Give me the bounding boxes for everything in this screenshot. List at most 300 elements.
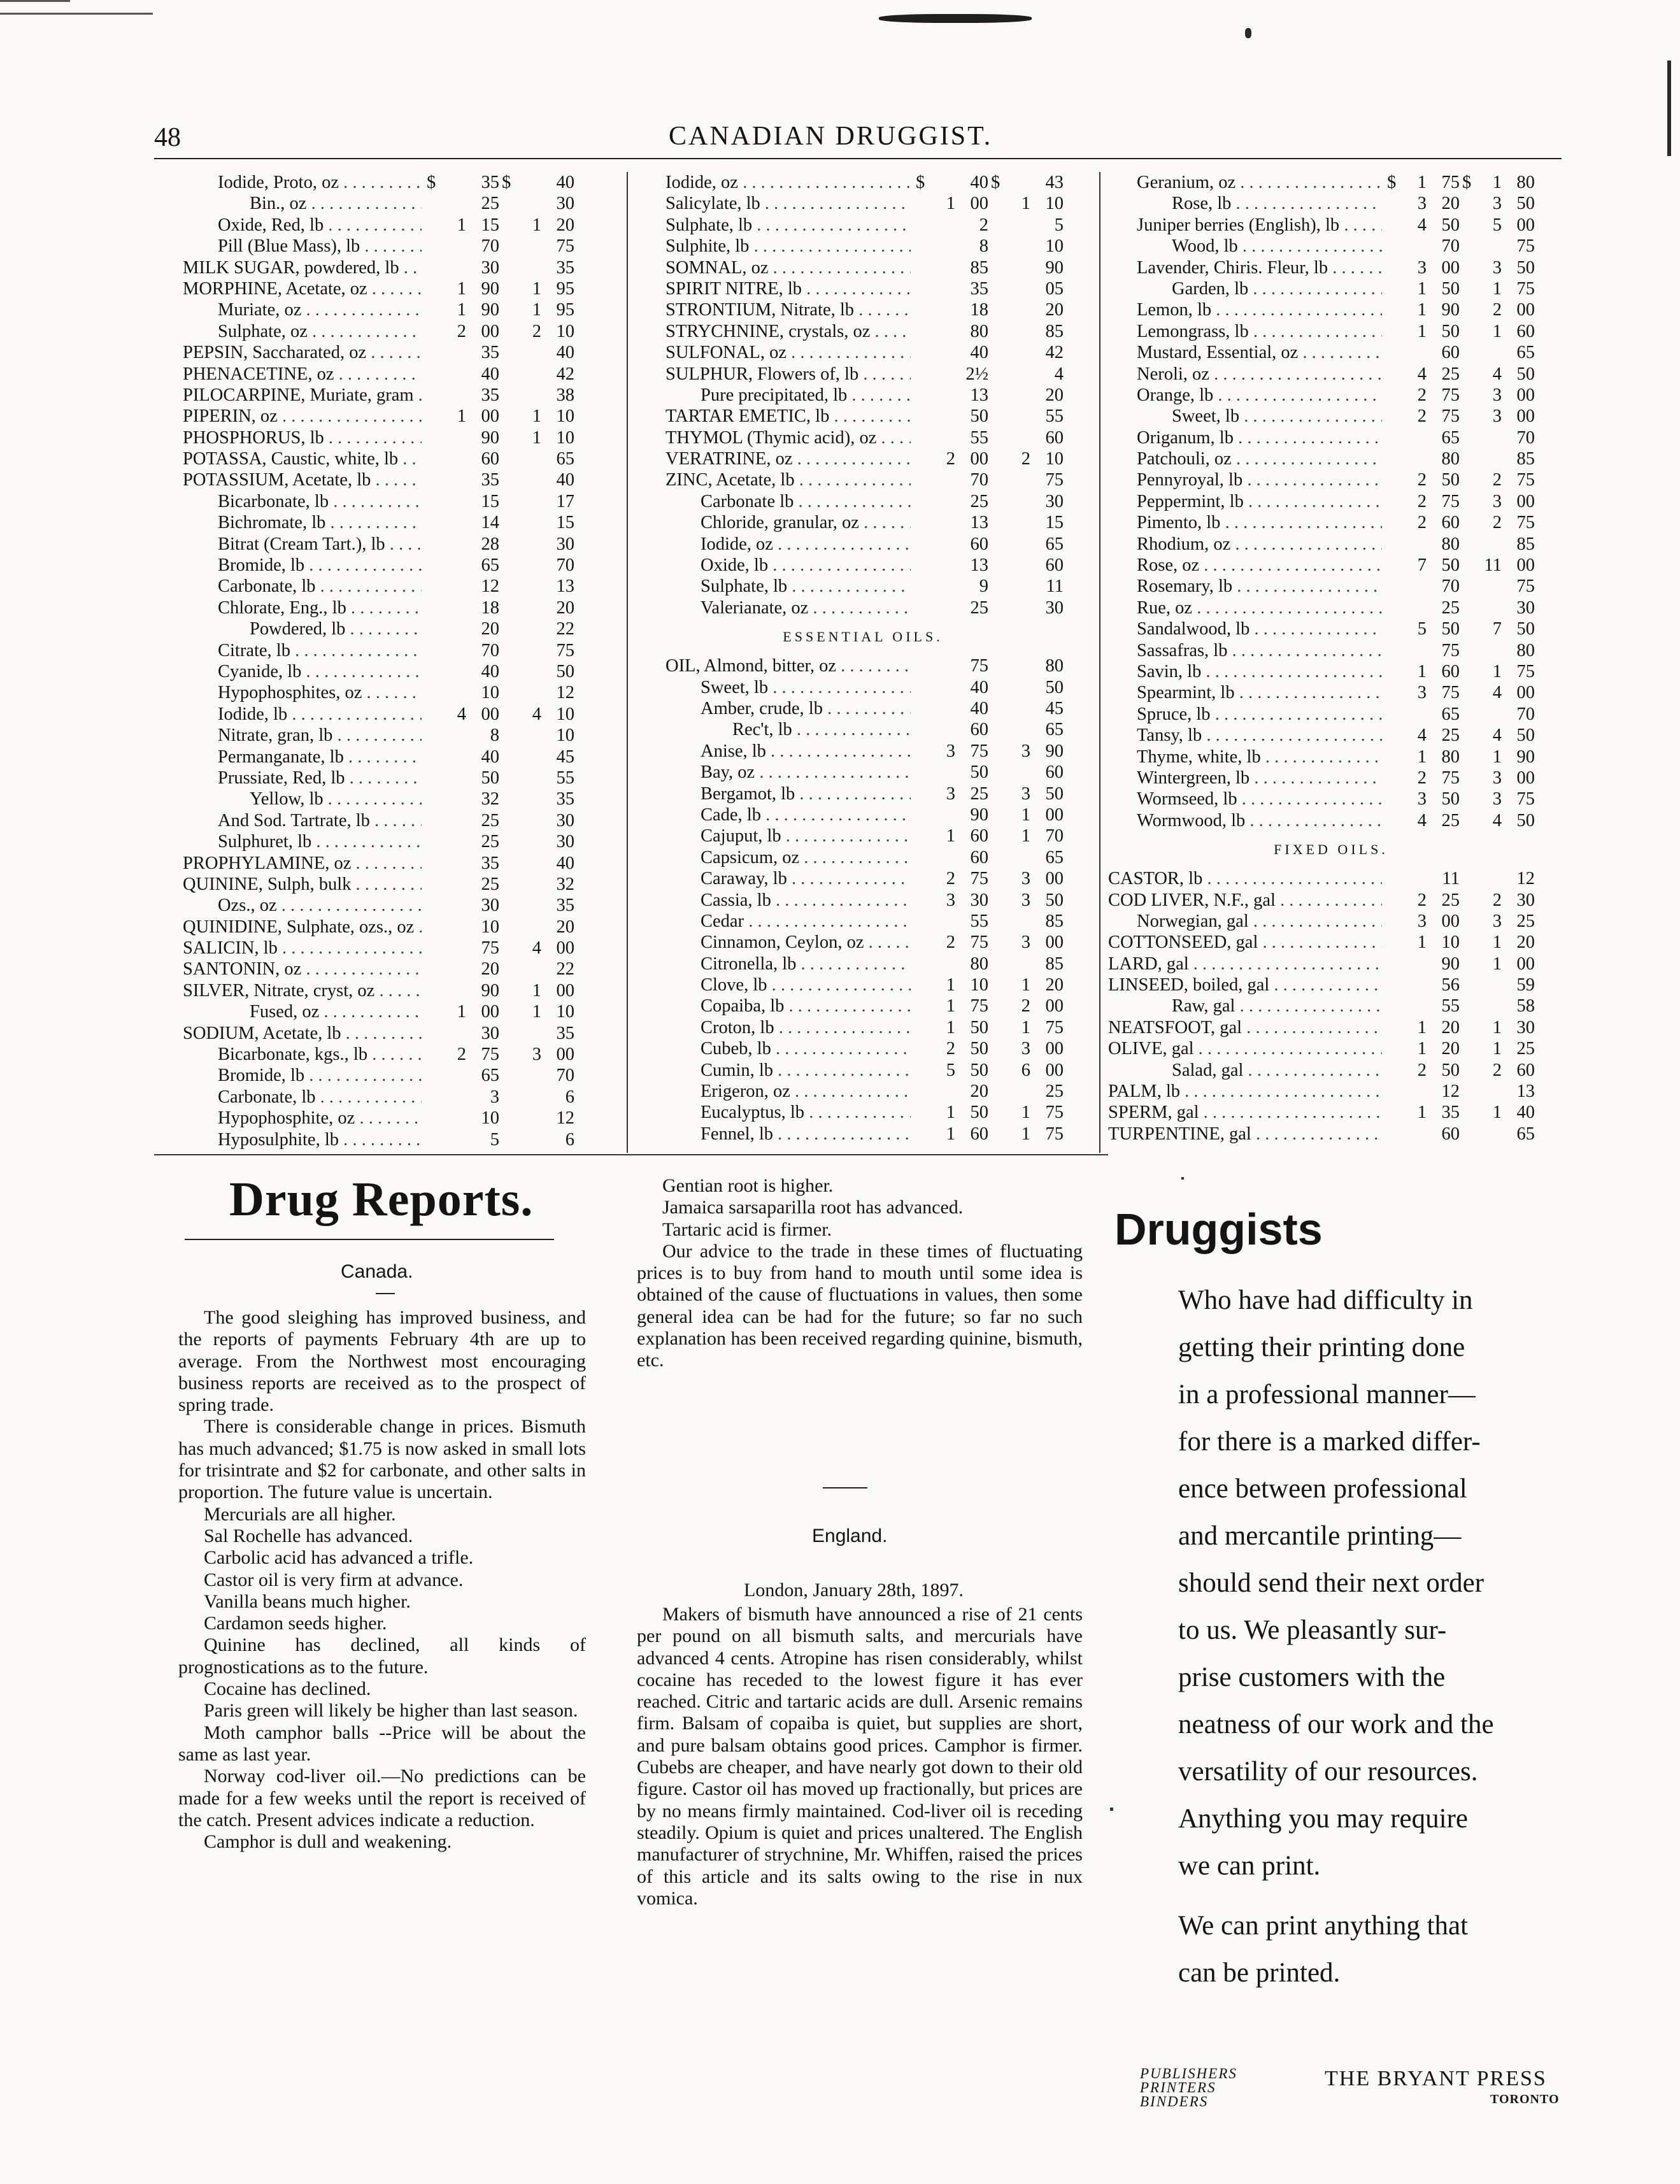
low-cents: 50 bbox=[1441, 555, 1460, 576]
high-cents: 60 bbox=[1516, 321, 1535, 341]
high-cents: 80 bbox=[1045, 656, 1064, 676]
price-row bbox=[154, 342, 600, 363]
high-cents: 20 bbox=[556, 215, 574, 235]
high-cents: 50 bbox=[1516, 725, 1535, 746]
high-cents: 10 bbox=[556, 406, 574, 427]
low-cents: 11 bbox=[1442, 869, 1460, 889]
england-report bbox=[637, 1604, 1083, 1909]
item-name: Sweet, lb . . . bbox=[701, 677, 911, 698]
item-name-clip bbox=[637, 427, 911, 448]
item-name-clip bbox=[154, 767, 422, 789]
high-cents: 50 bbox=[1516, 619, 1535, 639]
high-cents: 6 bbox=[565, 1087, 574, 1107]
low-cents: 00 bbox=[481, 1002, 499, 1022]
item-name: Sassafras, lb . . . bbox=[1137, 640, 1382, 661]
low-cents: 50 bbox=[970, 1103, 988, 1123]
high-cents: 20 bbox=[556, 917, 574, 937]
low-cents: 00 bbox=[1441, 911, 1460, 931]
item-name-clip bbox=[637, 364, 911, 385]
item-name-clip bbox=[1108, 953, 1382, 974]
item-name: Caraway, lb . . . bbox=[701, 868, 911, 889]
section-heading: FIXED OILS. bbox=[1274, 841, 1388, 858]
low-cents: 35 bbox=[481, 385, 499, 405]
report-line: Mercurials are all higher. bbox=[204, 1503, 396, 1525]
high-cents: 75 bbox=[556, 640, 574, 660]
price-row bbox=[1108, 1102, 1554, 1123]
low-cents: 00 bbox=[481, 406, 499, 427]
high-cents: 70 bbox=[1516, 427, 1535, 448]
item-name-clip bbox=[1108, 1038, 1382, 1059]
header-rule bbox=[154, 158, 1562, 159]
high-cents: 65 bbox=[1045, 720, 1064, 740]
low-cents: 60 bbox=[1441, 661, 1460, 682]
item-name-clip bbox=[1108, 746, 1382, 767]
high-cents: 12 bbox=[556, 683, 574, 703]
item-name: Cassia, lb . . . bbox=[701, 890, 911, 911]
low-dollars: 1 bbox=[457, 300, 466, 320]
high-dollars: 3 bbox=[1021, 741, 1030, 761]
high-cents: 85 bbox=[1045, 953, 1064, 974]
item-name: Wormwood, lb . . . bbox=[1137, 810, 1382, 831]
high-cents: 00 bbox=[1516, 953, 1535, 974]
price-row bbox=[1108, 427, 1554, 448]
high-cents: 4 bbox=[1054, 364, 1064, 384]
item-name: COTTONSEED, gal . . . bbox=[1108, 932, 1382, 953]
high-cents: 70 bbox=[1516, 704, 1535, 724]
item-name-clip bbox=[1108, 890, 1382, 911]
high-dollars: 1 bbox=[532, 1002, 541, 1022]
high-cents: 25 bbox=[1516, 911, 1535, 931]
title-rule bbox=[185, 1239, 554, 1240]
item-name: SULPHUR, Flowers of, lb . . . bbox=[666, 364, 911, 385]
item-name-clip bbox=[637, 215, 911, 236]
low-cents: 60 bbox=[970, 720, 988, 740]
high-cents: 10 bbox=[1045, 449, 1064, 469]
low-cents: 75 bbox=[970, 656, 988, 676]
price-row bbox=[154, 810, 600, 831]
low-cents: 65 bbox=[1441, 704, 1460, 724]
item-name: Spearmint, lb . . . bbox=[1137, 682, 1382, 703]
price-row bbox=[1108, 767, 1554, 789]
item-name: PALM, lb . . . bbox=[1108, 1081, 1382, 1102]
price-row bbox=[154, 385, 600, 406]
price-row bbox=[637, 953, 1089, 974]
high-dollars: 1 bbox=[1492, 932, 1502, 953]
item-name: Bicarbonate, kgs., lb . . . bbox=[218, 1044, 422, 1065]
item-name-clip bbox=[637, 804, 911, 825]
low-cents: 25 bbox=[1441, 810, 1460, 831]
price-row bbox=[1108, 682, 1554, 703]
price-row bbox=[154, 172, 600, 193]
low-cents: 35 bbox=[481, 173, 499, 192]
item-name-clip bbox=[154, 576, 422, 597]
low-cents: 12 bbox=[481, 576, 499, 597]
low-dollars: 3 bbox=[1417, 194, 1427, 214]
item-name: PROPHYLAMINE, oz . . . bbox=[183, 853, 422, 874]
low-cents: 75 bbox=[970, 996, 988, 1017]
low-dollars: 1 bbox=[946, 194, 955, 214]
item-name-clip bbox=[1108, 385, 1382, 406]
low-cents: 50 bbox=[970, 406, 988, 427]
high-cents: 25 bbox=[1045, 1081, 1064, 1102]
low-dollars: 2 bbox=[1417, 890, 1427, 910]
low-cents: 8 bbox=[490, 725, 499, 746]
item-name: Carbonate lb . . . bbox=[701, 491, 911, 512]
high-dollars: 3 bbox=[1492, 194, 1502, 214]
item-name-clip bbox=[637, 741, 911, 762]
low-cents: 70 bbox=[970, 470, 988, 490]
price-row bbox=[154, 427, 600, 448]
price-row bbox=[1108, 215, 1554, 236]
drug-reports-title: Drug Reports. bbox=[229, 1173, 534, 1226]
item-name-clip bbox=[1108, 868, 1382, 889]
low-cents: 15 bbox=[481, 215, 499, 235]
item-name-clip bbox=[154, 278, 422, 299]
item-name-clip bbox=[154, 789, 422, 810]
item-name: Sulphuret, lb . . . bbox=[218, 831, 422, 852]
item-name-clip bbox=[154, 406, 422, 427]
item-name-clip bbox=[154, 895, 422, 916]
item-name-clip bbox=[1108, 555, 1382, 576]
high-cents: 75 bbox=[1045, 1017, 1064, 1038]
item-name-clip bbox=[1108, 1102, 1382, 1123]
high-cents: 00 bbox=[1516, 491, 1535, 511]
ad-line: should send their next order bbox=[1178, 1568, 1484, 1598]
price-row bbox=[1108, 299, 1554, 320]
item-name-clip bbox=[1108, 534, 1382, 555]
low-cents: 2 bbox=[979, 215, 988, 235]
price-row bbox=[1108, 789, 1554, 810]
high-cents: 75 bbox=[1516, 470, 1535, 490]
high-dollars: 4 bbox=[1492, 683, 1502, 703]
high-dollars: 3 bbox=[1492, 406, 1502, 427]
item-name: Capsicum, oz . . . bbox=[701, 847, 911, 868]
low-cents: 80 bbox=[1441, 449, 1460, 469]
high-cents: 22 bbox=[556, 619, 574, 639]
low-cents: 13 bbox=[970, 555, 988, 576]
publisher-word: PUBLISHERS bbox=[1140, 2066, 1237, 2081]
low-dollars: 2 bbox=[946, 932, 955, 953]
high-dollars: 3 bbox=[1492, 257, 1502, 278]
item-name: Cumin, lb . . . bbox=[701, 1060, 911, 1081]
item-name: Sulphate, lb . . . bbox=[701, 576, 911, 597]
high-dollars: 4 bbox=[1492, 810, 1502, 831]
high-dollars: 3 bbox=[1021, 1039, 1030, 1059]
item-name-clip bbox=[154, 597, 422, 618]
item-name-clip bbox=[154, 1108, 422, 1129]
item-name-clip bbox=[1108, 406, 1382, 427]
price-row bbox=[637, 469, 1089, 490]
price-row bbox=[154, 746, 600, 767]
high-cents: 70 bbox=[556, 555, 574, 576]
high-cents: 75 bbox=[1516, 661, 1535, 682]
high-cents: 10 bbox=[556, 321, 574, 341]
price-row bbox=[637, 698, 1089, 719]
item-name-clip bbox=[1108, 278, 1382, 299]
price-row bbox=[154, 364, 600, 385]
high-cents: 80 bbox=[1516, 173, 1535, 192]
price-column-1 bbox=[154, 172, 600, 1150]
low-cents: 25 bbox=[481, 194, 499, 214]
price-row bbox=[637, 1038, 1089, 1059]
item-name-clip bbox=[637, 719, 911, 740]
item-name-clip bbox=[1108, 789, 1382, 810]
company-name: THE BRYANT PRESS bbox=[1325, 2067, 1547, 2090]
low-cents: 60 bbox=[970, 534, 988, 554]
price-row bbox=[1108, 448, 1554, 469]
high-dollars: 1 bbox=[1492, 1103, 1502, 1123]
item-name: Citrate, lb . . . bbox=[218, 640, 422, 661]
item-name-clip bbox=[637, 825, 911, 846]
low-cents: 20 bbox=[970, 1081, 988, 1102]
low-cents: 60 bbox=[970, 826, 988, 846]
high-cents: 75 bbox=[1045, 1103, 1064, 1123]
price-row bbox=[1108, 172, 1554, 193]
item-name-clip bbox=[154, 1129, 422, 1150]
price-row bbox=[637, 890, 1089, 911]
dollar-sign: $ bbox=[991, 173, 1000, 192]
column-rule bbox=[1099, 172, 1100, 1153]
low-cents: 60 bbox=[1441, 1124, 1460, 1144]
low-cents: 40 bbox=[481, 661, 499, 682]
item-name-clip bbox=[637, 172, 911, 193]
low-cents: 25 bbox=[1441, 890, 1460, 910]
dollar-sign: $ bbox=[1462, 173, 1472, 192]
high-cents: 25 bbox=[1516, 1039, 1535, 1059]
low-cents: 50 bbox=[970, 1060, 988, 1080]
low-cents: 50 bbox=[1441, 278, 1460, 299]
item-name-clip bbox=[637, 448, 911, 469]
item-name: Powdered, lb . . . bbox=[250, 618, 422, 639]
high-cents: 59 bbox=[1516, 975, 1535, 996]
high-cents: 65 bbox=[1516, 1124, 1535, 1144]
price-row bbox=[1108, 491, 1554, 512]
item-name: Salad, gal . . . bbox=[1172, 1060, 1382, 1081]
low-cents: 20 bbox=[481, 959, 499, 980]
low-cents: 13 bbox=[970, 385, 988, 405]
item-name-clip bbox=[637, 576, 911, 597]
price-row bbox=[637, 491, 1089, 512]
item-name: Erigeron, oz . . . bbox=[701, 1081, 911, 1102]
high-cents: 80 bbox=[1516, 640, 1535, 660]
high-cents: 00 bbox=[1516, 406, 1535, 427]
price-row bbox=[1108, 1038, 1554, 1059]
price-row bbox=[1108, 257, 1554, 278]
item-name: PEPSIN, Saccharated, oz . . . bbox=[183, 342, 422, 363]
low-cents: 00 bbox=[481, 321, 499, 341]
price-row bbox=[1108, 725, 1554, 746]
item-name: POTASSA, Caustic, white, lb . . . bbox=[183, 448, 422, 469]
high-dollars: 1 bbox=[1021, 1103, 1030, 1123]
item-name-clip bbox=[1108, 576, 1382, 597]
high-dollars: 1 bbox=[532, 278, 541, 299]
low-cents: 25 bbox=[970, 491, 988, 511]
low-cents: 40 bbox=[970, 698, 988, 718]
high-cents: 90 bbox=[1516, 746, 1535, 767]
publisher-tagline bbox=[1140, 2067, 1237, 2109]
ad-line: prise customers with the bbox=[1178, 1662, 1446, 1692]
high-cents: 22 bbox=[556, 959, 574, 980]
publisher-word: PRINTERS bbox=[1140, 2080, 1216, 2095]
high-cents: 10 bbox=[556, 1002, 574, 1022]
item-name-clip bbox=[154, 682, 422, 703]
item-name-clip bbox=[1108, 193, 1382, 214]
price-row bbox=[637, 257, 1089, 278]
item-name: Fennel, lb . . . bbox=[701, 1124, 911, 1145]
low-cents: 25 bbox=[970, 783, 988, 804]
item-name: PHOSPHORUS, lb . . . bbox=[183, 427, 422, 448]
low-dollars: 1 bbox=[946, 996, 955, 1017]
page-number: 48 bbox=[154, 123, 181, 152]
item-name-clip bbox=[637, 534, 911, 555]
price-row bbox=[154, 1129, 600, 1150]
item-name-clip bbox=[154, 215, 422, 236]
item-name: Cubeb, lb . . . bbox=[701, 1038, 911, 1059]
ad-line: for there is a marked differ- bbox=[1178, 1427, 1481, 1457]
low-cents: 65 bbox=[1441, 427, 1460, 448]
item-name: Iodide, oz . . . bbox=[666, 172, 911, 193]
high-cents: 30 bbox=[1045, 491, 1064, 511]
item-name: Sandalwood, lb . . . bbox=[1137, 618, 1382, 639]
high-cents: 50 bbox=[1045, 783, 1064, 804]
item-name: VERATRINE, oz . . . bbox=[666, 448, 911, 469]
low-cents: 30 bbox=[481, 257, 499, 278]
item-name: Wintergreen, lb . . . bbox=[1137, 767, 1382, 789]
price-row bbox=[1108, 996, 1554, 1017]
item-name-clip bbox=[154, 917, 422, 938]
item-name: Nitrate, gran, lb . . . bbox=[218, 725, 422, 746]
low-cents: 75 bbox=[970, 932, 988, 953]
report-line: Tartaric acid is firmer. bbox=[662, 1218, 832, 1240]
high-dollars: 5 bbox=[1492, 215, 1502, 235]
high-cents: 20 bbox=[1045, 300, 1064, 320]
low-cents: 35 bbox=[970, 278, 988, 299]
low-cents: 25 bbox=[481, 874, 499, 894]
page-edge-mark bbox=[1667, 61, 1671, 156]
ink-spot bbox=[1245, 28, 1251, 38]
low-cents: 25 bbox=[1441, 364, 1460, 384]
price-row bbox=[1108, 810, 1554, 831]
price-table-bottom-rule bbox=[154, 1154, 1108, 1155]
high-dollars: 1 bbox=[532, 300, 541, 320]
low-cents: 40 bbox=[970, 173, 988, 192]
price-row bbox=[154, 1065, 600, 1086]
item-name-clip bbox=[637, 555, 911, 576]
high-dollars: 1 bbox=[1492, 746, 1502, 767]
high-cents: 85 bbox=[1516, 449, 1535, 469]
low-dollars: 2 bbox=[946, 869, 955, 889]
low-cents: 2½ bbox=[965, 364, 988, 384]
item-name-clip bbox=[637, 1060, 911, 1081]
high-cents: 40 bbox=[556, 470, 574, 490]
low-cents: 10 bbox=[481, 917, 499, 937]
high-cents: 30 bbox=[556, 810, 574, 831]
high-dollars: 2 bbox=[1021, 996, 1030, 1017]
item-name-clip bbox=[1108, 491, 1382, 512]
item-name-clip bbox=[1108, 215, 1382, 236]
item-name-clip bbox=[637, 299, 911, 320]
item-name: Hypophosphite, oz . . . bbox=[218, 1108, 422, 1129]
high-cents: 00 bbox=[1045, 996, 1064, 1017]
low-dollars: 2 bbox=[1417, 491, 1427, 511]
item-name: Cyanide, lb . . . bbox=[218, 661, 422, 682]
high-cents: 12 bbox=[1516, 869, 1535, 889]
low-dollars: 1 bbox=[457, 215, 466, 235]
dollar-sign: $ bbox=[916, 173, 925, 192]
ad-line: getting their printing done bbox=[1178, 1332, 1465, 1362]
high-cents: 6 bbox=[565, 1129, 574, 1150]
item-name: Chloride, granular, oz . . . bbox=[701, 512, 911, 533]
price-row bbox=[637, 1124, 1089, 1145]
canada-report bbox=[178, 1307, 586, 1853]
high-dollars: 11 bbox=[1484, 555, 1502, 576]
item-name: Lemongrass, lb . . . bbox=[1137, 321, 1382, 342]
price-row bbox=[154, 959, 600, 980]
high-cents: 00 bbox=[1516, 683, 1535, 703]
high-dollars: 1 bbox=[532, 406, 541, 427]
high-cents: 00 bbox=[1045, 869, 1064, 889]
low-cents: 8 bbox=[979, 236, 988, 257]
item-name: POTASSIUM, Acetate, lb . . . bbox=[183, 469, 422, 490]
item-name-clip bbox=[637, 655, 911, 676]
low-cents: 15 bbox=[481, 491, 499, 511]
high-cents: 50 bbox=[1516, 364, 1535, 384]
high-cents: 05 bbox=[1045, 278, 1064, 299]
high-dollars: 3 bbox=[1021, 932, 1030, 953]
low-cents: 10 bbox=[481, 1108, 499, 1129]
low-cents: 14 bbox=[481, 513, 499, 533]
high-cents: 65 bbox=[1045, 534, 1064, 554]
high-cents: 00 bbox=[1516, 767, 1535, 788]
item-name: PIPERIN, oz . . . bbox=[183, 406, 422, 427]
high-cents: 00 bbox=[1516, 215, 1535, 235]
high-cents: 60 bbox=[1516, 1060, 1535, 1080]
low-dollars: 2 bbox=[946, 449, 955, 469]
low-cents: 85 bbox=[970, 257, 988, 278]
low-cents: 5 bbox=[490, 1129, 499, 1150]
low-cents: 60 bbox=[970, 1124, 988, 1144]
high-dollars: 2 bbox=[532, 321, 541, 341]
price-row bbox=[154, 448, 600, 469]
price-row bbox=[637, 741, 1089, 762]
ad-line: we can print. bbox=[1178, 1851, 1321, 1881]
price-column-2 bbox=[637, 172, 1089, 1145]
item-name: Norwegian, gal . . . bbox=[1137, 911, 1382, 932]
item-name: Pill (Blue Mass), lb . . . bbox=[218, 236, 422, 257]
low-dollars: 3 bbox=[946, 890, 955, 910]
item-name-clip bbox=[1108, 661, 1382, 682]
high-dollars: 1 bbox=[1021, 1017, 1030, 1038]
high-dollars: 1 bbox=[1021, 826, 1030, 846]
report-paragraph: Makers of bismuth have announced a rise of 21 cents per pound on all bismuth salts, and mercurials have advanced 4 cents. Atropine has risen considerably, whilst cocaine has receded to the lowest figure it has ever reached. Citric and tartaric acids are dull. Arsenic remains firm. Balsam of copaiba is quiet, but supplies are short, and pure balsam obtains good prices. Camphor is firmer. Cubebs are cheaper, and have nearly got down to their old figure. Castor oil has moved up fractionally, but prices are by no means firmly maintained. Cod-liver oil is receding steadily. Opium is quiet and prices unaltered. The English manufacturer of strychnine, Mr. Whiffen, raised the prices of this article and its salts owing to the rise in nux vomica. bbox=[637, 1604, 1083, 1909]
item-name: SALICIN, lb . . . bbox=[183, 938, 422, 959]
low-dollars: 3 bbox=[1417, 683, 1427, 703]
high-cents: 75 bbox=[1516, 576, 1535, 597]
item-name-clip bbox=[1108, 974, 1382, 996]
price-row bbox=[637, 655, 1089, 676]
item-name: STRONTIUM, Nitrate, lb . . . bbox=[666, 299, 911, 320]
high-cents: 15 bbox=[556, 513, 574, 533]
item-name-clip bbox=[637, 996, 911, 1017]
item-name: Cajuput, lb . . . bbox=[701, 825, 911, 846]
item-name: Wood, lb . . . bbox=[1172, 236, 1382, 257]
price-row bbox=[1108, 321, 1554, 342]
item-name-clip bbox=[154, 959, 422, 980]
low-cents: 60 bbox=[1441, 343, 1460, 363]
low-cents: 00 bbox=[970, 449, 988, 469]
low-dollars: 4 bbox=[1417, 725, 1427, 746]
item-name-clip bbox=[1108, 911, 1382, 932]
